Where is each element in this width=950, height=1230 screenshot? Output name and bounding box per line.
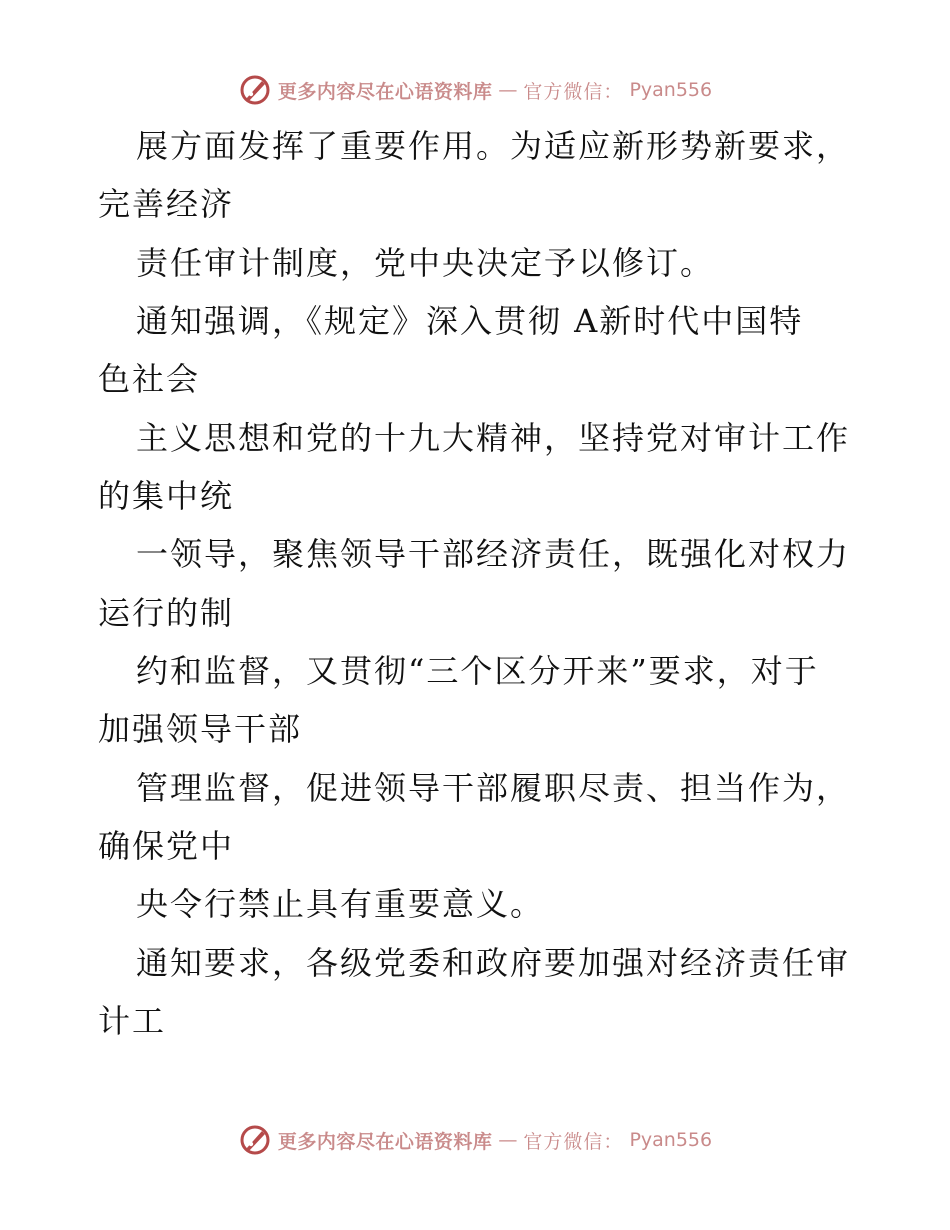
text-line: 央令行禁止具有重要意义。 bbox=[136, 885, 545, 923]
text-line: 加强领导干部 bbox=[98, 710, 303, 748]
watermark-contact-label: 官方微信： bbox=[523, 1130, 624, 1153]
text-line: 的集中统 bbox=[98, 477, 235, 515]
watermark-text: 更多内容尽在心语资料库 bbox=[277, 1130, 493, 1153]
quill-pen-circle-icon bbox=[238, 73, 272, 107]
text-line: 确保党中 bbox=[98, 827, 235, 865]
watermark-text: 更多内容尽在心语资料库 bbox=[277, 80, 493, 103]
footer-watermark bbox=[0, 1120, 950, 1160]
text-line: 通知强调，《规定》深入贯彻 A新时代中国特 bbox=[136, 302, 804, 340]
header-watermark bbox=[0, 70, 950, 110]
watermark-dash: — bbox=[498, 1129, 518, 1151]
watermark-dash: — bbox=[498, 79, 518, 101]
watermark-contact-id: Pyan556 bbox=[629, 1129, 713, 1151]
text-line: 一领导，聚焦领导干部经济责任，既强化对权力 bbox=[136, 535, 851, 573]
text-line: 责任审计制度，党中央决定予以修订。 bbox=[136, 244, 715, 282]
text-line: 运行的制 bbox=[98, 594, 235, 632]
text-line: 约和监督，又贯彻“三个区分开来”要求，对于 bbox=[136, 652, 819, 690]
text-line: 通知要求，各级党委和政府要加强对经济责任审 bbox=[136, 944, 851, 982]
text-line: 计工 bbox=[98, 1002, 167, 1040]
text-line: 主义思想和党的十九大精神，坚持党对审计工作 bbox=[136, 419, 851, 457]
text-line: 完善经济 bbox=[98, 185, 235, 223]
quill-pen-circle-icon bbox=[238, 1123, 272, 1157]
text-line: 管理监督，促进领导干部履职尽责、担当作为， bbox=[136, 769, 851, 807]
text-line: 色社会 bbox=[98, 360, 201, 398]
text-line: 展方面发挥了重要作用。为适应新形势新要求， bbox=[136, 127, 851, 165]
watermark-contact-id: Pyan556 bbox=[629, 79, 713, 101]
watermark-contact-label: 官方微信： bbox=[523, 80, 624, 103]
